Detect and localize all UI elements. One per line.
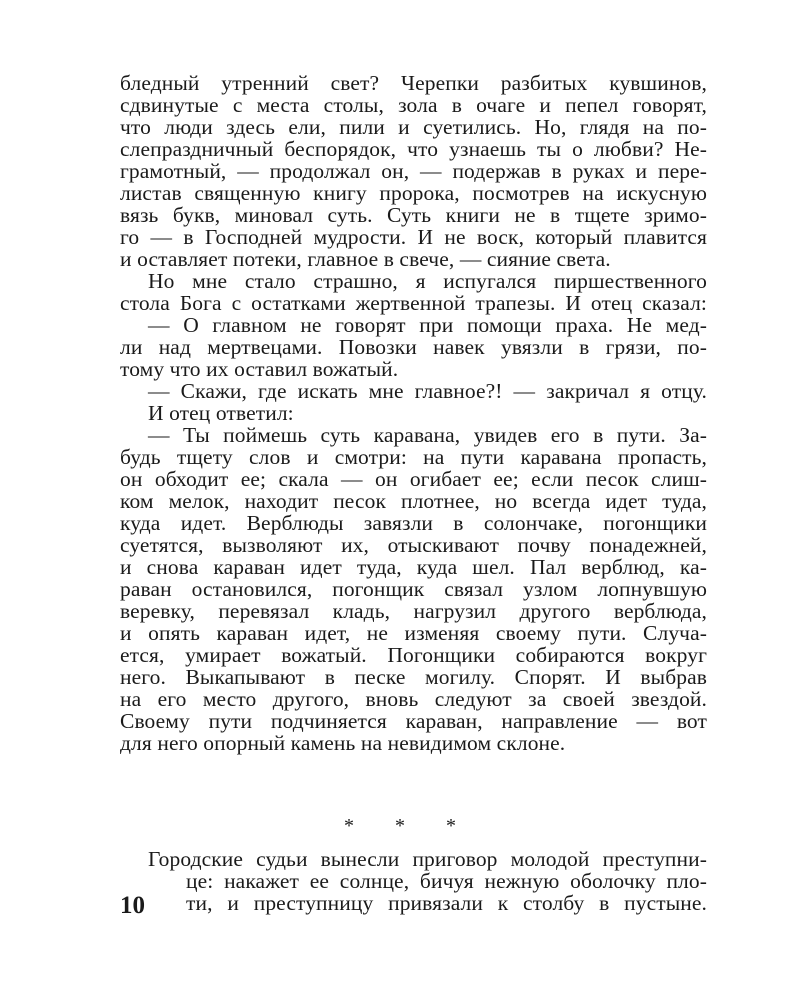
- text-line: слепраздничный беспорядок, что узнаешь ты о любви? Не-: [120, 137, 707, 161]
- text-line: грамотный, — продолжал он, — подержав в руках и пере-: [120, 159, 707, 183]
- text-line: ком мелок, находит песок плотнее, но всегда идет туда,: [120, 489, 707, 513]
- dialogue-line: — О главном не говорят при помощи праха. Не мед-: [148, 313, 707, 337]
- text-line: Городские судьи вынесли приговор молодой преступни-: [148, 847, 707, 871]
- text-line: суетятся, вызволяют их, отыскивают почву понадежней,: [120, 533, 707, 557]
- text-line: будь тщету слов и смотри: на пути каравана пропасть,: [120, 445, 707, 469]
- text-line: ли над мертвецами. Повозки навек увязли в грязи, по-: [120, 335, 707, 359]
- text-line: листав священную книгу пророка, посмотрев на искусную: [120, 181, 707, 205]
- text-line: он обходит ее; скала — он огибает ее; если песок слиш-: [120, 467, 707, 491]
- text-line: ти, и преступницу привязали к столбу в пустыне.: [186, 891, 707, 915]
- text-line: вязь букв, миновал суть. Суть книги не в тщете зримо-: [120, 203, 707, 227]
- text-line: веревку, перевязал кладь, нагрузил другого верблюда,: [120, 599, 707, 623]
- text-line: це: накажет ее солнце, бичуя нежную оболочку пло-: [186, 869, 707, 893]
- page-number: 10: [120, 892, 145, 919]
- text-line: ется, умирает вожатый. Погонщики собираются вокруг: [120, 643, 707, 667]
- text-line: и оставляет потеки, главное в свече, — сияние света.: [120, 247, 611, 271]
- text-line: Но мне стало страшно, я испугался пиршественного: [148, 269, 707, 293]
- text-line: и снова караван идет туда, куда шел. Пал верблюд, ка-: [120, 555, 707, 579]
- text-line: стола Бога с остатками жертвенной трапезы. И отец сказал:: [120, 291, 707, 315]
- dialogue-line: — Скажи, где искать мне главное?! — закричал я отцу.: [148, 379, 707, 403]
- text-line: И отец ответил:: [148, 401, 294, 425]
- text-line: бледный утренний свет? Черепки разбитых кувшинов,: [120, 71, 707, 95]
- dialogue-line: — Ты поймешь суть каравана, увидев его в пути. За-: [148, 423, 707, 447]
- text-line: тому что их оставил вожатый.: [120, 357, 399, 381]
- text-line: куда идет. Верблюды завязли в солончаке, погонщики: [120, 511, 707, 535]
- text-line: сдвинутые с места столы, зола в очаге и пепел говорят,: [120, 93, 707, 117]
- text-line: и опять караван идет, не изменяя своему пути. Случа-: [120, 621, 707, 645]
- text-line: Своему пути подчиняется караван, направление — вот: [120, 709, 707, 733]
- text-line: на его место другого, вновь следуют за своей звездой.: [120, 687, 707, 711]
- text-line: раван остановился, погонщик связал узлом лопнувшую: [120, 577, 707, 601]
- text-line: го — в Господней мудрости. И не воск, который плавится: [120, 225, 707, 249]
- text-line: него. Выкапывают в песке могилу. Спорят. И выбрав: [120, 665, 707, 689]
- text-line: что люди здесь ели, пили и суетились. Но, глядя на по-: [120, 115, 707, 139]
- section-separator: * * *: [344, 815, 474, 837]
- text-line: для него опорный камень на невидимом склоне.: [120, 731, 566, 755]
